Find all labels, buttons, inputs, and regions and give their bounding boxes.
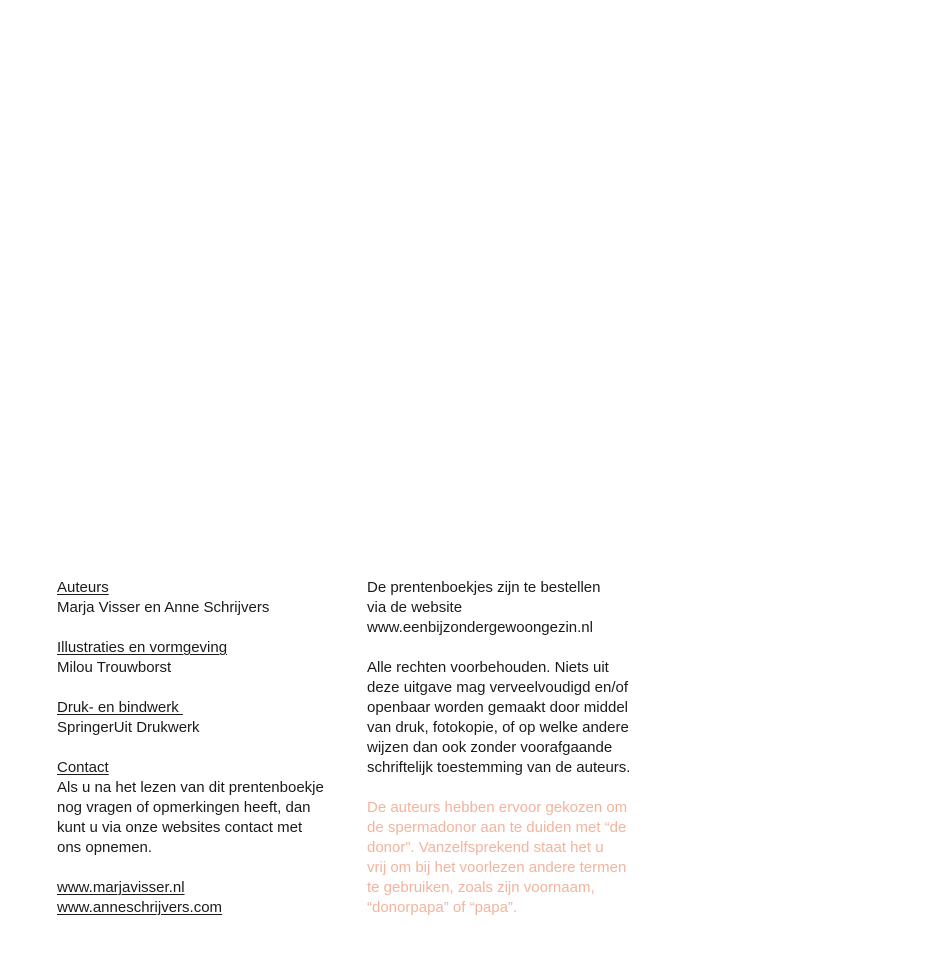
contact-section xyxy=(57,758,347,858)
contact-heading: Contact xyxy=(57,759,109,776)
copyright-text-line: schriftelijk toestemming van de auteurs. xyxy=(367,759,631,776)
copyright-text-line: van druk, fotokopie, of op welke andere xyxy=(367,719,629,736)
donor-note-line: de spermadonor aan te duiden met “de xyxy=(367,819,627,836)
authors-heading: Auteurs xyxy=(57,579,109,596)
donor-note-line: te gebruiken, zoals zijn voornaam, xyxy=(367,879,595,896)
authors-section xyxy=(57,578,347,618)
authors-value: Marja Visser en Anne Schrijvers xyxy=(57,599,270,616)
contact-text-line: nog vragen of opmerkingen heeft, dan xyxy=(57,799,311,816)
donor-note-line: De auteurs hebben ervoor gekozen om xyxy=(367,799,628,816)
print-value: SpringerUit Drukwerk xyxy=(57,719,200,736)
donor-note-line: “donorpapa” of “papa”. xyxy=(367,899,518,916)
website-link-marjavisser[interactable]: www.marjavisser.nl xyxy=(57,879,185,896)
donor-note-line: vrij om bij het voorlezen andere termen xyxy=(367,859,627,876)
websites-section xyxy=(57,878,347,918)
ordering-text-line: via de website xyxy=(367,599,463,616)
colophon-left-column xyxy=(57,578,347,938)
illustrations-value: Milou Trouwborst xyxy=(57,659,172,676)
print-heading: Druk- en bindwerk xyxy=(57,699,183,716)
copyright-text-line: Alle rechten voorbehouden. Niets uit xyxy=(367,659,609,676)
contact-text-line: kunt u via onze websites contact met xyxy=(57,819,303,836)
illustrations-heading: Illustraties en vormgeving xyxy=(57,639,228,656)
illustrations-section xyxy=(57,638,347,678)
print-section xyxy=(57,698,347,738)
ordering-text-line: De prentenboekjes zijn te bestellen xyxy=(367,579,601,596)
copyright-text-line: deze uitgave mag verveelvoudigd en/of xyxy=(367,679,629,696)
donor-note-line: donor”. Vanzelfsprekend staat het u xyxy=(367,839,604,856)
ordering-website: www.eenbijzondergewoongezin.nl xyxy=(367,619,593,636)
donor-note-section xyxy=(367,798,657,918)
copyright-section xyxy=(367,658,657,778)
contact-text-line: ons opnemen. xyxy=(57,839,153,856)
ordering-section xyxy=(367,578,657,638)
colophon-right-column xyxy=(367,578,657,938)
copyright-text-line: wijzen dan ook zonder voorafgaande xyxy=(367,739,613,756)
contact-text-line: Als u na het lezen van dit prentenboekje xyxy=(57,779,324,796)
copyright-text-line: openbaar worden gemaakt door middel xyxy=(367,699,628,716)
website-link-anneschrijvers[interactable]: www.anneschrijvers.com xyxy=(57,899,223,916)
